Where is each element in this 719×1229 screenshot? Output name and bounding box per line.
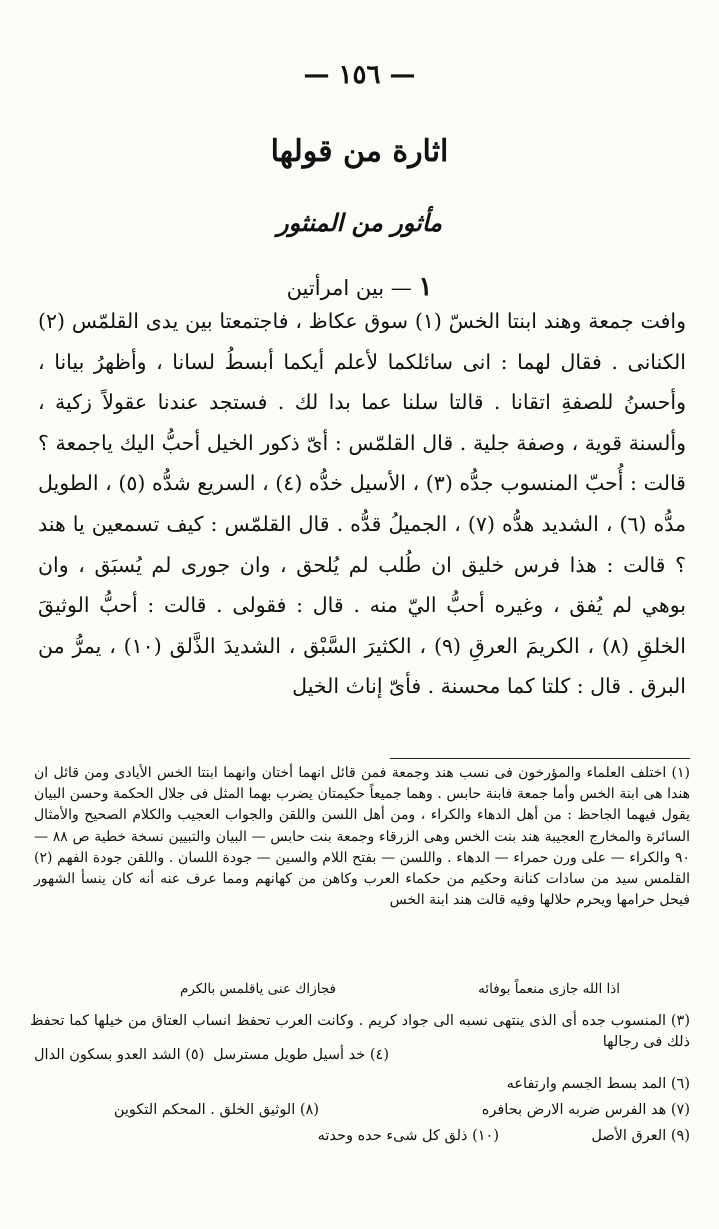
footnote-9: (٩) العرق الأصل — [591, 1128, 690, 1144]
footnote-6: (٦) المد بسط الجسم وارتفاعه — [506, 1076, 690, 1092]
main-text — [38, 301, 686, 707]
section-title: — بين امرأتين — [286, 276, 412, 300]
footnotes-block — [34, 763, 690, 911]
body-paragraph: وافت جمعة وهند ابنتا الخسّ (١) سوق عكاظ ، فاجتمعتا بين يدى القلمّس (٢) الكنانى . فقال لهما : انى سائلكما لأعلم أيكما أبسطُ لسانا ، وأظهرُ بيانا ، وأحسنُ للصفةِ اتقانا . قالتا سلنا عما بدا لك . فستجد عندنا عقولاً زكية ، وألسنة قوية ، وصفة جلية . قال القلمّس : أىّ ذكور الخيل أحبُّ اليك ياجمعة ؟ قالت : أُحبّ المنسوب جدُّه (٣) ، الأسيل خدُّه (٤) ، السريع شدُّه (٥) ، الطويل مدُّه (٦) ، الشديد هدُّه (٧) ، الجميلُ قدُّه . قال القلمّس : كيف تسمعين يا هند ؟ قالت : هذا فرس خليق ان طُلب لم يُلحق ، وان جورى لم يُسبَق ، وان بوهي لم يُفق ، وغيره أحبُّ اليّ منه . قال : فقولى . قالت : أحبُّ الوثيقَ الخلقِ (٨) ، الكريمَ العرقِ (٩) ، الكثيرَ السَّبْق ، الشديدَ الذَّلق (١٠) ، يمرُّ من البرق . قال : كلتا كما محسنة . فأىّ إناث الخيل — [38, 309, 687, 699]
verse-hemistich-left: فجازاك عنى ياقلمس بالكرم — [180, 981, 336, 997]
footnote-10: (١٠) ذلق كل شىء حده وحدته — [317, 1128, 499, 1144]
page-number: — ١٥٦ — — [303, 60, 416, 90]
footnote-7: (٧) هد الفرس ضربه الارض بحافره — [481, 1102, 690, 1118]
verse-hemistich-right: اذا الله جازى منعماً بوفائه — [478, 981, 620, 997]
footnote-8: (٨) الوثيق الخلق . المحكم التكوين — [113, 1102, 319, 1118]
page-subtitle: مأثور من المنثور — [277, 208, 442, 237]
footnote-5: (٥) الشد العدو بسكون الدال — [34, 1047, 205, 1063]
page-title: اثارة من قولها — [270, 134, 449, 169]
footnote-4: (٤) خد أسيل طويل مسترسل — [213, 1047, 389, 1063]
footnote-3: (٣) المنسوب جده أى الذى ينتهى نسبه الى جواد كريم . وكانت العرب تحفظ انساب العتاق من خيلها كما تحفظ ذلك فى رجالها — [30, 1013, 690, 1050]
section-heading — [0, 272, 719, 302]
footnote-divider — [390, 758, 690, 759]
footnote-1-2: (١) اختلف العلماء والمؤرخون فى نسب هند وجمعة فمن قائل انهما أختان وانهما ابنتا الخس الأيادى ومن قائل ان هندا هى ابنة الخس وأما جمعة فابنة حابس . وهما جميعاً حكيمتان يضرب بهما المثل فى جلال الحكمة وحسن البيان يقول فيهما الجاحظ : من أهل الدهاء والكراء ، ومن أهل اللسن واللقن والجواب العجيب والكلام الصحيح والأمثال السائرة والمخارج العجيبة هند بنت الخس وهى الزرقاء وجمعة بنت حابس — البيان والتبيين نسخة خطية ص ٨٨ — ٩٠ والكراء — على ورن حمراء — الدهاء . واللسن — بفتح اللام والسين — جودة اللسان . واللقن جودة الفهم (٢) القلمس سيد من سادات كنانة وحكيم من حكماء العرب وكاهن من كهانهم ومما عرف عنه أنه كان ينسأ الشهور فيحل حرامها ويحرم حلالها وفيه قالت هند ابنة الخس — [34, 765, 691, 909]
section-number: ١ — [418, 272, 433, 302]
verse-line — [180, 981, 620, 997]
